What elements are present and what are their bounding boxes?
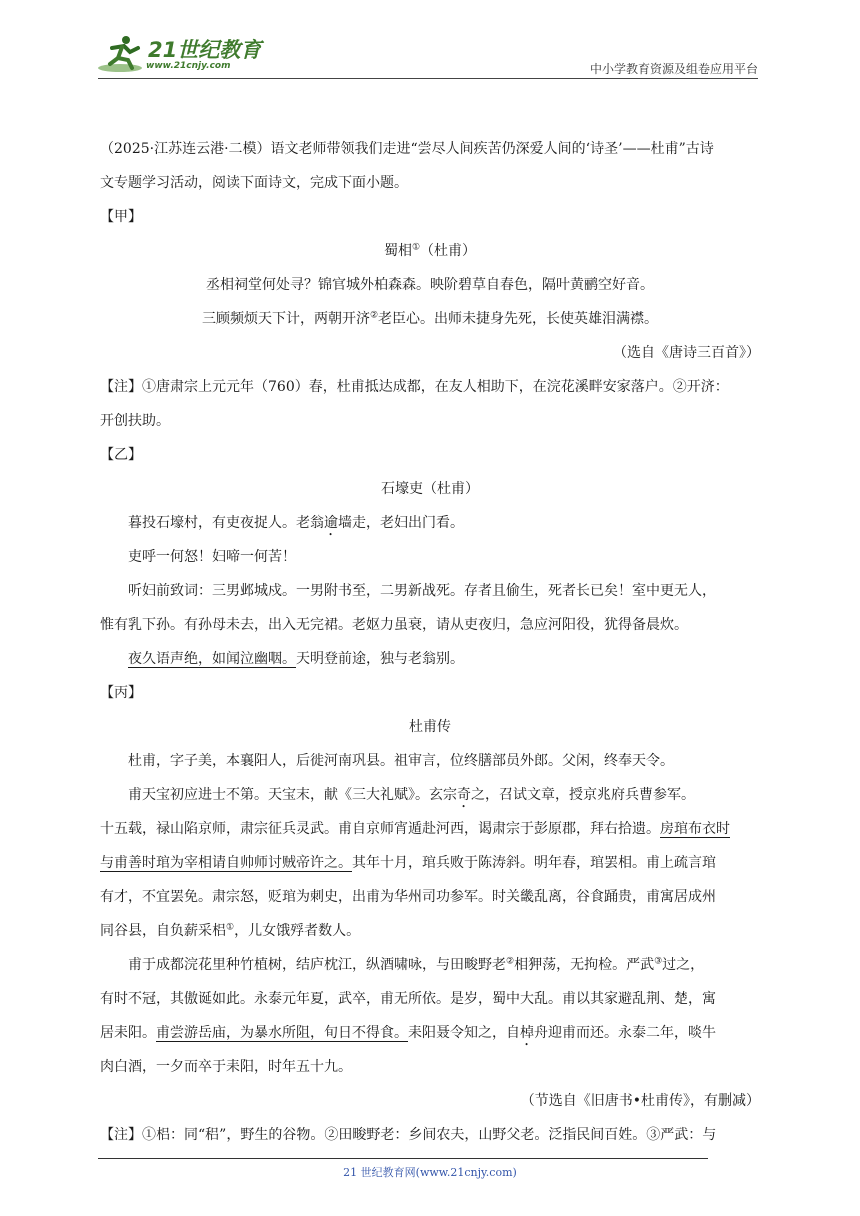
prose-source: （节选自《旧唐书•杜甫传》，有删减） [520, 1093, 760, 1109]
poem-text-line: 暮投石壕村，有吏夜捉人。老翁逾墙走，老妇出门看。 [128, 515, 464, 531]
intro-line: （2025·江苏连云港·二模）语文老师带领我们走进“尝尽人间疾苦仍深爱人间的‘诗圣’——杜甫”古诗 [100, 141, 714, 157]
note-line: 开创扶助。 [100, 413, 170, 429]
header-divider [98, 78, 758, 79]
prose-line: 与甫善时琯为宰相请自帅师讨贼帝许之。其年十月，琯兵败于陈涛斜。明年春，琯罢相。甫上疏言琯 [100, 855, 716, 871]
logo-title: 21世纪教育 [148, 38, 262, 62]
poem-source: （选自《唐诗三百首》） [613, 345, 760, 361]
prose-line: 居耒阳。甫尝游岳庙，为暴水所阻，旬日不得食。耒阳聂令知之，自棹舟迎甫而还。永泰二年，啖牛 [100, 1025, 716, 1041]
prose-line: 同谷县，自负薪采梠①，儿女饿殍者数人。 [100, 922, 361, 939]
section-label-jia: 【甲】 [100, 209, 142, 225]
prose-line: 十五载，禄山陷京师，肃宗征兵灵武。甫自京师宵遁赴河西，谒肃宗于彭原郡，拜右拾遗。房琯布衣时 [100, 821, 730, 837]
poem-title-shihaoli: 石壕吏（杜甫） [381, 481, 479, 497]
site-logo[interactable] [98, 34, 288, 76]
intro-line: 文专题学习活动，阅读下面诗文，完成下面小题。 [100, 175, 408, 191]
poem-line: 三顾频烦天下计，两朝开济②老臣心。出师未捷身先死，长使英雄泪满襟。 [201, 310, 659, 327]
poem-text-line: 听妇前致词：三男邺城戍。一男附书至，二男新战死。存者且偷生，死者长已矣！室中更无人， [128, 583, 716, 599]
document-body [100, 132, 760, 1152]
section-label-yi: 【乙】 [100, 447, 142, 463]
page-header [98, 30, 758, 80]
poem-text-line: 夜久语声绝，如闻泣幽咽。天明登前途，独与老翁别。 [128, 651, 464, 667]
note-line: 【注】①唐肃宗上元元年（760）春，杜甫抵达成都，在友人相助下，在浣花溪畔安家落户。②开济： [100, 379, 729, 395]
prose-line: 杜甫，字子美，本襄阳人，后徙河南巩县。祖审言，位终膳部员外郎。父闲，终奉天令。 [128, 753, 674, 769]
section-label-bing: 【丙】 [100, 685, 142, 701]
poem-line: 丞相祠堂何处寻？锦官城外柏森森。映阶碧草自春色，隔叶黄鹂空好音。 [206, 277, 654, 293]
prose-line: 肉白酒，一夕而卒于耒阳，时年五十九。 [100, 1059, 352, 1075]
prose-line: 有时不冠，其傲诞如此。永泰元年夏，武卒，甫无所依。是岁，蜀中大乱。甫以其家避乱荆、楚，寓 [100, 991, 716, 1007]
prose-line: 有才，不宜罢免。肃宗怒，贬琯为刺史，出甫为华州司功参军。时关畿乱离，谷食踊贵，甫寓居成州 [100, 889, 716, 905]
prose-line: 甫于成都浣花里种竹植树，结庐枕江，纵酒啸咏，与田畯野老②相狎荡，无拘检。严武③过之， [128, 956, 705, 973]
logo-url: www.21cnjy.com [146, 61, 231, 71]
poem-title-shuxiang: 蜀相①（杜甫） [383, 242, 477, 259]
footer-divider [98, 1158, 708, 1159]
note-line: 【注】①梠：同“稆”，野生的谷物。②田畯野老：乡间农夫，山野父老。泛指民间百姓。③严武：与 [100, 1127, 717, 1143]
prose-title-dufu-zhuan: 杜甫传 [409, 719, 451, 735]
running-figure-logo-icon [98, 34, 146, 74]
poem-text-line: 吏呼一何怒！妇啼一何苦！ [128, 549, 296, 565]
platform-tagline: 中小学教育资源及组卷应用平台 [589, 62, 758, 76]
footer-link[interactable]: 21 世纪教育网(www.21cnjy.com) [343, 1166, 517, 1179]
poem-text-line: 惟有乳下孙。有孙母未去，出入无完裙。老妪力虽衰，请从吏夜归，急应河阳役，犹得备晨炊。 [100, 617, 688, 633]
prose-line: 甫天宝初应进士不第。天宝末，献《三大礼赋》。玄宗奇之，召试文章，授京兆府兵曹参军。 [128, 787, 695, 803]
